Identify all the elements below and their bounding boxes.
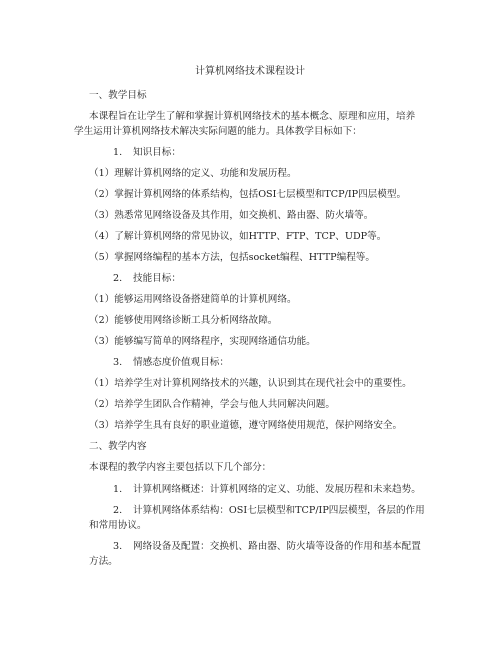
subsection-title: 知识目标： [133, 147, 181, 158]
list-item: （2）掌握计算机网络的体系结构，包括OSI七层模型和TCP/IP四层模型。 [89, 189, 407, 200]
subsection-number: 2. [113, 273, 123, 284]
list-item: （4）了解计算机网络的常见协议，如HTTP、FTP、TCP、UDP等。 [89, 231, 387, 242]
list-item: （2）培养学生团队合作精神，学会与他人共同解决问题。 [89, 399, 335, 410]
content-item-continuation: 和常用协议。 [89, 520, 147, 531]
list-item: （2）能够使用网络诊断工具分析网络故障。 [89, 315, 278, 326]
section-heading-objectives: 一、教学目标 [89, 90, 147, 101]
subsection-heading-knowledge [113, 147, 181, 159]
intro-paragraph-line-2: 学生运用计算机网络技术解决实际问题的能力。具体教学目标如下： [74, 126, 362, 137]
content-item-number: 2. [113, 505, 123, 516]
content-item-number: 1. [113, 484, 123, 495]
intro-paragraph-line-1: 本课程旨在让学生了解和掌握计算机网络技术的基本概念、原理和应用，培养 [89, 111, 416, 122]
content-item [113, 541, 421, 553]
content-item-text: 计算机网络体系结构：OSI七层模型和TCP/IP四层模型，各层的作用 [133, 505, 425, 516]
list-item: （3）培养学生具有良好的职业道德，遵守网络使用规范，保护网络安全。 [89, 420, 403, 431]
list-item: （5）掌握网络编程的基本方法，包括socket编程、HTTP编程等。 [89, 252, 375, 263]
list-item: （1）理解计算机网络的定义、功能和发展历程。 [89, 168, 297, 179]
document-title: 计算机网络技术课程设计 [195, 66, 305, 77]
content-item-number: 3. [113, 541, 123, 552]
subsection-title: 情感态度价值观目标： [133, 357, 229, 368]
content-item-text: 网络设备及配置：交换机、路由器、防火墙等设备的作用和基本配置 [133, 541, 421, 552]
list-item: （3）能够编写简单的网络程序，实现网络通信功能。 [89, 336, 316, 347]
content-intro: 本课程的教学内容主要包括以下几个部分： [89, 462, 272, 473]
section-heading-content: 二、教学内容 [89, 441, 147, 452]
subsection-heading-skills [113, 273, 181, 285]
subsection-heading-attitude [113, 357, 229, 369]
subsection-number: 1. [113, 147, 123, 158]
list-item: （1）培养学生对计算机网络技术的兴趣，认识到其在现代社会中的重要性。 [89, 378, 412, 389]
content-item-text: 计算机网络概述：计算机网络的定义、功能、发展历程和未来趋势。 [133, 484, 421, 495]
subsection-number: 3. [113, 357, 123, 368]
content-item [113, 505, 425, 517]
list-item: （1）能够运用网络设备搭建简单的计算机网络。 [89, 294, 297, 305]
list-item: （3）熟悉常见网络设备及其作用，如交换机、路由器、防火墙等。 [89, 210, 374, 221]
content-item [113, 484, 421, 496]
content-item-continuation: 方法。 [89, 556, 118, 567]
subsection-title: 技能目标： [133, 273, 181, 284]
